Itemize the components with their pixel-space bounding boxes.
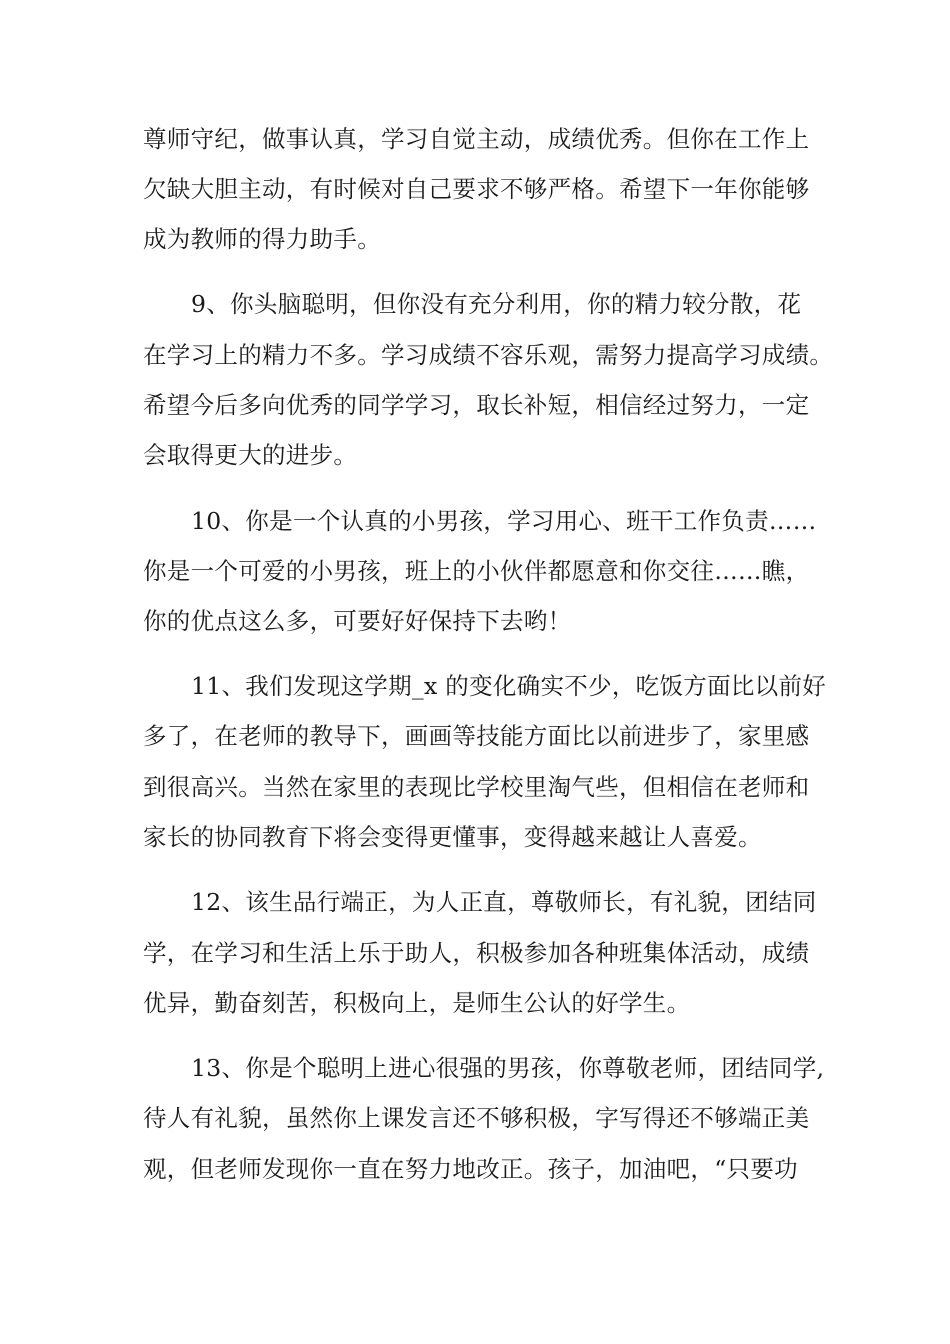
paragraph-10-first-line: 10、你是一个认真的小男孩，学习用心、班干工作负责…… <box>191 507 817 535</box>
text-line: 待人有礼貌，虽然你上课发言还不够积极，字写得还不够端正美 <box>143 1104 810 1132</box>
text-line: 观，但老师发现你一直在努力地改正。孩子，加油吧，“只要功 <box>143 1155 798 1183</box>
text-line: 优异，勤奋刻苦，积极向上，是师生公认的好学生。 <box>143 989 691 1017</box>
paragraph-11-first-line: 11、我们发现这学期_x 的变化确实不少，吃饭方面比以前好 <box>191 672 827 700</box>
text-line: 学，在学习和生活上乐于助人，积极参加各种班集体活动，成绩 <box>143 939 810 967</box>
text-line: 到很高兴。当然在家里的表现比学校里淘气些，但相信在老师和 <box>143 773 810 801</box>
text-line: 成为教师的得力助手。 <box>143 225 381 253</box>
text-line: 尊师守纪，做事认真，学习自觉主动，成绩优秀。但你在工作上 <box>143 125 810 153</box>
paragraph-13-first-line: 13、你是个聪明上进心很强的男孩，你尊敬老师，团结同学, <box>191 1054 825 1082</box>
text-line: 家长的协同教育下将会变得更懂事，变得越来越让人喜爱。 <box>143 823 762 851</box>
text-line: 多了，在老师的教导下，画画等技能方面比以前进步了，家里感 <box>143 722 810 750</box>
paragraph-12-first-line: 12、该生品行端正，为人正直，尊敬师长，有礼貌，团结同 <box>191 888 817 916</box>
text-line: 欠缺大胆主动，有时候对自己要求不够严格。希望下一年你能够 <box>143 175 810 203</box>
text-line: 你的优点这么多，可要好好保持下去哟！ <box>143 607 572 635</box>
text-line: 希望今后多向优秀的同学学习，取长补短，相信经过努力，一定 <box>143 391 810 419</box>
paragraph-9-first-line: 9、你头脑聪明，但你没有充分利用，你的精力较分散，花 <box>191 290 802 318</box>
text-line: 会取得更大的进步。 <box>143 441 358 469</box>
text-line: 你是一个可爱的小男孩，班上的小伙伴都愿意和你交往……瞧， <box>143 557 810 585</box>
text-line: 在学习上的精力不多。学习成绩不容乐观，需努力提高学习成绩。 <box>143 341 834 369</box>
